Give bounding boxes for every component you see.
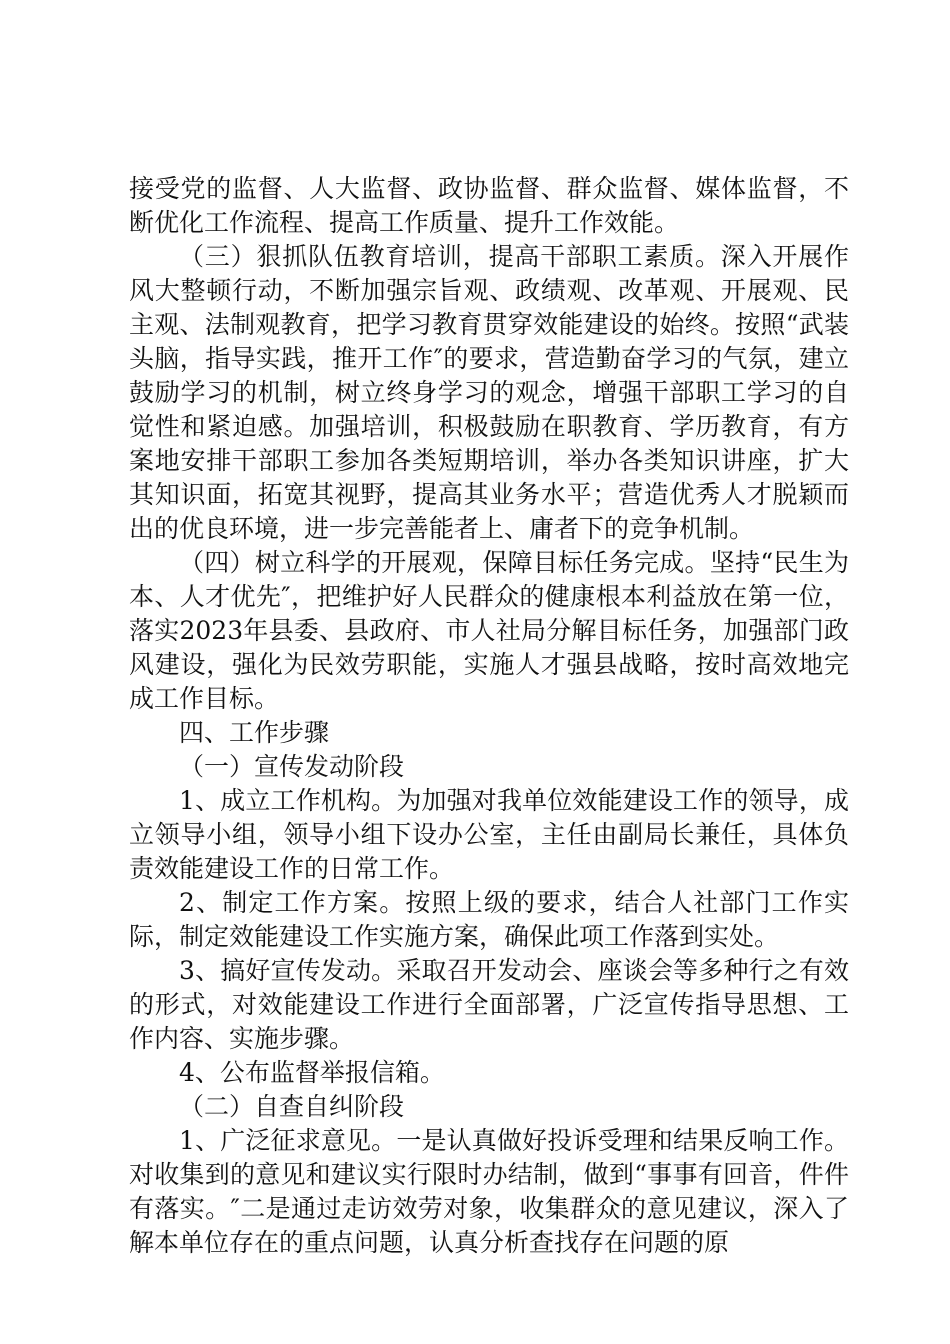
- subsection-heading-2: （二）自查自纠阶段: [179, 1092, 405, 1121]
- paragraph-4: 1、成立工作机构。为加强对我单位效能建设工作的领导，成立领导小组，领导小组下设办公室，主任由副局长兼任，具体负责效能建设工作的日常工作。: [129, 786, 849, 883]
- paragraph-5: 2、制定工作方案。按照上级的要求，结合人社部门工作实际，制定效能建设工作实施方案，确保此项工作落到实处。: [129, 888, 849, 951]
- document-body: [129, 172, 849, 1260]
- paragraph-7: 4、公布监督举报信箱。: [179, 1058, 445, 1087]
- paragraph-2: （三）狠抓队伍教育培训，提高干部职工素质。深入开展作风大整顿行动，不断加强宗旨观、政绩观、改革观、开展观、民主观、法制观教育，把学习教育贯穿效能建设的始终。按照“武装头脑，指导实践，推开工作″的要求，营造勤奋学习的气氛，建立鼓励学习的机制，树立终身学习的观念，增强干部职工学习的自觉性和紧迫感。加强培训，积极鼓励在职教育、学历教育，有方案地安排干部职工参加各类短期培训，举办各类知识讲座，扩大其知识面，拓宽其视野，提高其业务水平；营造优秀人才脱颖而出的优良环境，进一步完善能者上、庸者下的竞争机制。: [129, 242, 849, 543]
- paragraph-8: 1、广泛征求意见。一是认真做好投诉受理和结果反响工作。对收集到的意见和建议实行限时办结制，做到“事事有回音，件件有落实。″二是通过走访效劳对象，收集群众的意见建议，深入了解本单位存在的重点问题，认真分析查找存在问题的原: [129, 1126, 849, 1257]
- paragraph-6: 3、搞好宣传发动。采取召开发动会、座谈会等多种行之有效的形式，对效能建设工作进行全面部署，广泛宣传指导思想、工作内容、实施步骤。: [129, 956, 849, 1053]
- paragraph-3: （四）树立科学的开展观，保障目标任务完成。坚持“民生为本、人才优先″，把维护好人民群众的健康根本利益放在第一位，落实2023年县委、县政府、市人社局分解目标任务，加强部门政风建设，强化为民效劳职能，实施人才强县战略，按时高效地完成工作目标。: [129, 548, 849, 713]
- subsection-heading-1: （一）宣传发动阶段: [179, 752, 405, 781]
- section-heading-work-steps: 四、工作步骤: [179, 718, 330, 747]
- paragraph-1: 接受党的监督、人大监督、政协监督、群众监督、媒体监督，不断优化工作流程、提高工作质量、提升工作效能。: [129, 174, 849, 237]
